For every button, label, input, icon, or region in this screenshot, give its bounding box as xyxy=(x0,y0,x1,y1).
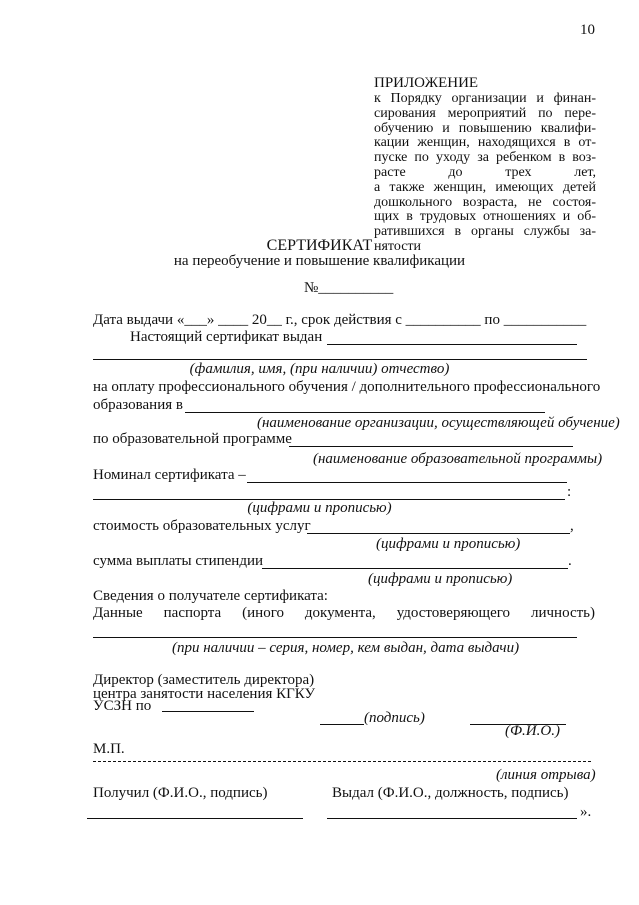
closing-quote: ». xyxy=(580,804,592,820)
passport-line: Данные паспорта (иного документа, удостоверяющего личность) xyxy=(93,605,595,621)
fio-field xyxy=(93,359,587,360)
tear-line-label: (линия отрыва) xyxy=(496,767,596,783)
cost-comma: , xyxy=(570,518,574,534)
stamp-label: М.П. xyxy=(93,741,125,757)
nominal-colon: : xyxy=(567,484,572,500)
stipend-field xyxy=(262,568,568,569)
stipend-hint: (цифрами и прописью) xyxy=(368,571,513,587)
stipend-period: . xyxy=(568,553,572,569)
cost-field xyxy=(307,533,570,534)
issue-date-line: Дата выдачи «___» ____ 20__ г., срок действия с __________ по ___________ xyxy=(93,312,587,328)
stipend-label: сумма выплаты стипендии xyxy=(93,553,264,569)
region-field xyxy=(162,711,254,712)
program-label: по образовательной программе xyxy=(93,431,292,447)
organization-field xyxy=(185,412,545,413)
appendix-block xyxy=(374,76,596,255)
nominal-hint: (цифрами и прописью) xyxy=(247,500,392,516)
program-field xyxy=(289,446,573,447)
page-number: 10 xyxy=(580,22,595,38)
appendix-line: сирования мероприятий по пере- xyxy=(374,105,596,121)
appendix-line: а также женщин, имеющих детей xyxy=(374,179,596,195)
recipient-info-label: Сведения о получателе сертификата: xyxy=(93,588,328,604)
appendix-line: пуске по уходу за ребенком в воз- xyxy=(374,150,596,166)
certificate-number: №__________ xyxy=(304,280,394,296)
cost-label: стоимость образовательных услуг xyxy=(93,518,311,534)
issued-to-label: Настоящий сертификат выдан xyxy=(130,329,323,345)
signature-field xyxy=(320,724,364,725)
director-line: УСЗН по xyxy=(93,698,152,714)
payment-line: на оплату профессионального обучения / дополнительного профессионального xyxy=(93,379,601,395)
appendix-line: ратившихся в органы службы за- xyxy=(374,224,596,240)
organization-hint: (наименование организации, осуществляющей обучение) xyxy=(257,415,620,431)
passport-line-wrapper xyxy=(93,605,595,622)
appendix-line: расте до трех лет, xyxy=(374,164,596,180)
received-label: Получил (Ф.И.О., подпись) xyxy=(93,785,268,801)
director-line: Директор (заместитель директора) xyxy=(93,672,315,688)
appendix-line: к Порядку организации и финан- xyxy=(374,91,596,106)
appendix-line: нятости xyxy=(374,238,422,254)
certificate-subtitle: на переобучение и повышение квалификации xyxy=(173,253,466,269)
cost-hint: (цифрами и прописью) xyxy=(376,536,521,552)
fio-hint: (фамилия, имя, (при наличии) отчество) xyxy=(189,361,450,377)
fio-signature-hint: (Ф.И.О.) xyxy=(505,723,560,739)
appendix-line: кации женщин, находящихся в от- xyxy=(374,135,596,151)
issued-label: Выдал (Ф.И.О., должность, подпись) xyxy=(332,785,569,801)
appendix-title: ПРИЛОЖЕНИЕ xyxy=(374,75,479,91)
passport-hint: (при наличии – серия, номер, кем выдан, дата выдачи) xyxy=(172,640,520,656)
issued-field xyxy=(327,818,577,819)
received-field xyxy=(87,818,303,819)
signature-hint: (подпись) xyxy=(364,710,425,726)
program-hint: (наименование образовательной программы) xyxy=(313,451,603,467)
payment-line: образования в xyxy=(93,397,183,413)
tear-line xyxy=(93,761,591,762)
nominal-label: Номинал сертификата – xyxy=(93,467,246,483)
appendix-line: дошкольного возраста, не состоя- xyxy=(374,194,596,210)
certificate-title: СЕРТИФИКАТ xyxy=(266,237,373,254)
director-line: центра занятости населения КГКУ xyxy=(93,686,316,702)
passport-field xyxy=(93,637,577,638)
appendix-line: щих в трудовых отношениях и об- xyxy=(374,209,596,225)
appendix-line: обучению и повышению квалифи- xyxy=(374,120,596,136)
issued-to-field xyxy=(327,344,577,345)
nominal-field xyxy=(247,482,567,483)
